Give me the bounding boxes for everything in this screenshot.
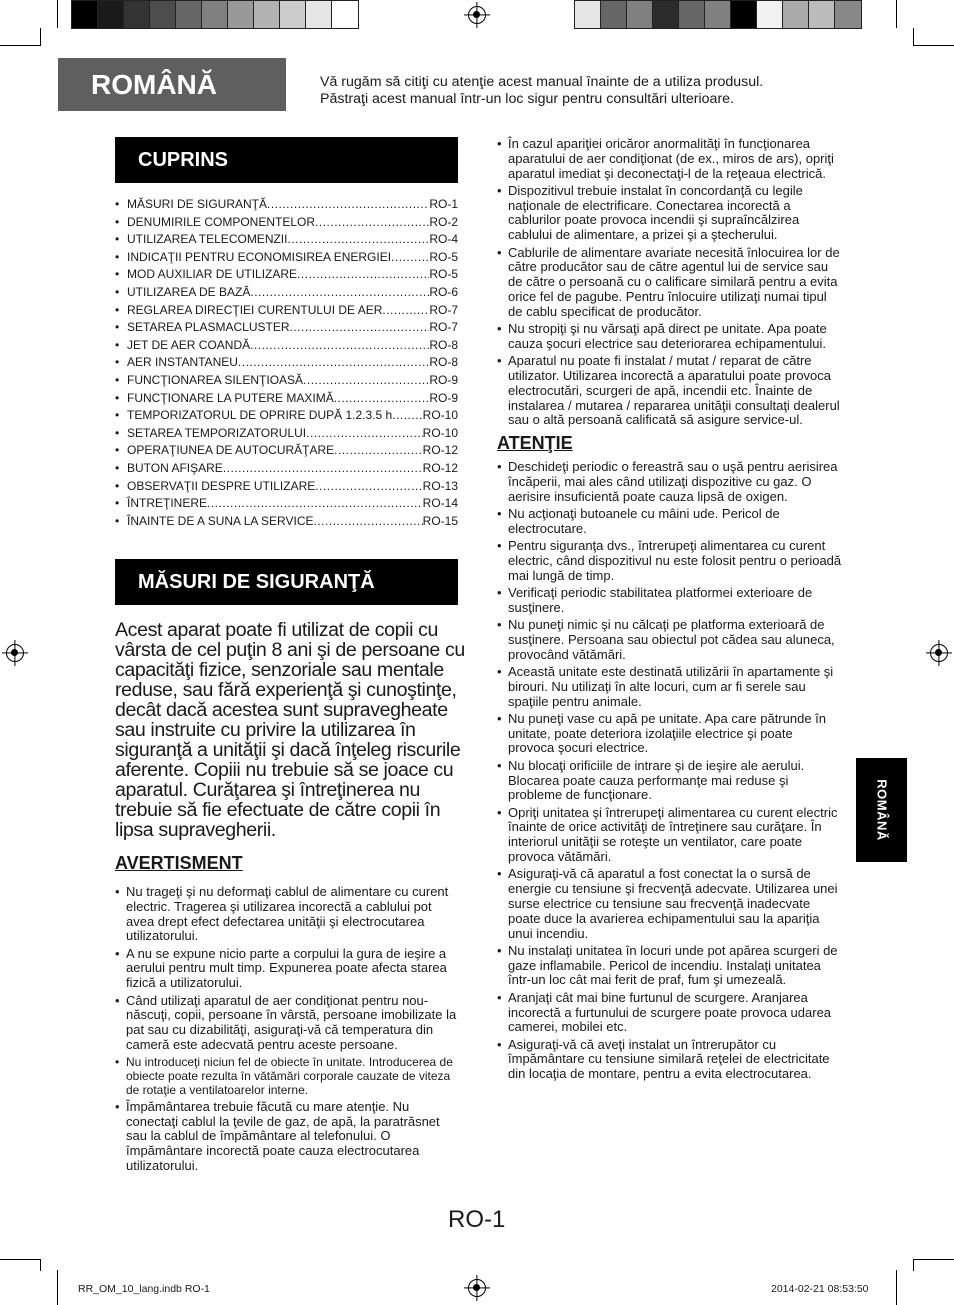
toc-entry[interactable] (115, 460, 458, 478)
toc-entry[interactable] (115, 319, 458, 337)
calibration-swatch (783, 1, 809, 28)
toc-leader (382, 302, 429, 320)
toc-page: RO-9 (429, 372, 458, 387)
toc-page: RO-9 (429, 390, 458, 405)
color-calibration-strip-right (574, 0, 862, 29)
toc-label: FUNCŢIONARE LA PUTERE MAXIMĂ (127, 390, 334, 405)
toc-label: OBSERVAŢII DESPRE UTILIZARE (127, 478, 316, 493)
toc-entry[interactable] (115, 407, 458, 425)
caution-title: ATENŢIE (497, 433, 573, 454)
toc-label: UTILIZAREA DE BAZĂ (127, 284, 251, 299)
bullet-item: • În cazul apariţiei oricăror anormalităţi în funcţionarea aparatului de aer condiţionat (de ex., miros de ars), opriţi aparatul imediat şi deconectaţi-l de la reţeaua electrică. (497, 137, 842, 181)
calibration-swatch (601, 1, 627, 28)
toc-entry[interactable] (115, 495, 458, 513)
toc-bullet: • (115, 320, 120, 335)
toc-leader (315, 214, 429, 232)
toc-entry[interactable] (115, 214, 458, 232)
toc-bullet: • (115, 337, 120, 352)
calibration-swatch (72, 1, 98, 28)
toc-bullet: • (115, 302, 120, 317)
toc-page: RO-13 (422, 478, 458, 493)
toc-entry[interactable] (115, 372, 458, 390)
toc-entry[interactable] (115, 390, 458, 408)
toc-page: RO-10 (422, 425, 458, 440)
calibration-swatch (228, 1, 254, 28)
calibration-swatch (98, 1, 124, 28)
toc-label: DENUMIRILE COMPONENTELOR (127, 214, 316, 229)
toc-leader (315, 478, 422, 496)
toc-page: RO-6 (429, 284, 458, 299)
calibration-swatch (835, 1, 861, 28)
bullet-item: • Opriţi unitatea şi întrerupeţi alimentarea cu curent electric înainte de orice activităţi de întreţinere sau curăţare. În interiorul unităţii se roteşte un ventilator, care poate provoca vătămări. (497, 806, 842, 865)
contents-heading (115, 137, 458, 183)
calibration-swatch (202, 1, 228, 28)
bullet-item: • Deschideţi periodic o fereastră sau o uşă pentru aerisirea încăperii, mai ales când utilizaţi dispozitive cu gaz. O aerisire insuficientă poate cauza lipsă de oxigen. (497, 460, 842, 504)
toc-bullet: • (115, 390, 120, 405)
calibration-swatch (124, 1, 150, 28)
toc-leader (297, 266, 429, 284)
bullet-item: • Pentru siguranţa dvs., întrerupeţi alimentarea cu curent electric, când dispozitivul nu este folosit pentru o perioadă mai lungă de timp. (497, 539, 842, 583)
toc-page: RO-8 (429, 355, 458, 370)
right-column (497, 137, 842, 1085)
toc-entry[interactable] (115, 302, 458, 320)
toc-page: RO-2 (429, 214, 458, 229)
safety-heading (115, 559, 458, 605)
toc-bullet: • (115, 460, 120, 475)
toc-bullet: • (115, 214, 120, 229)
toc-label: BUTON AFIŞARE (127, 460, 223, 475)
contents-title: CUPRINS (138, 148, 229, 171)
toc-leader (391, 249, 429, 267)
toc-leader (334, 442, 423, 460)
calibration-swatch (757, 1, 783, 28)
calibration-swatch (254, 1, 280, 28)
intro-line-1: Vă rugăm să citiţi cu atenţie acest manual înainte de a utiliza produsul. (320, 74, 764, 90)
calibration-swatch (653, 1, 679, 28)
calibration-swatch (306, 1, 332, 28)
toc-entry[interactable] (115, 249, 458, 267)
toc-page: RO-7 (429, 302, 458, 317)
warning-list (115, 885, 458, 1174)
calibration-swatch (627, 1, 653, 28)
toc-bullet: • (115, 478, 120, 493)
bullet-item: • Asiguraţi-vă că aveţi instalat un întrerupător cu împământare cu tensiune similară reţelei de electricitate din locaţia de montare, pentru a evita electrocutarea. (497, 1038, 842, 1082)
toc-leader (290, 319, 430, 337)
toc-label: UTILIZAREA TELECOMENZII (127, 232, 288, 247)
bullet-item: • Împământarea trebuie făcută cu mare atenţie. Nu conectaţi cablul la ţevile de gaz, de apă, la paratrăsnet sau la cablul de împământare al telefonului. O împământare incorectă poate cauza electrocutarea utilizatorului. (115, 1100, 458, 1174)
toc-page: RO-12 (422, 460, 458, 475)
toc-bullet: • (115, 513, 120, 528)
toc-leader (392, 407, 422, 425)
bullet-item: • Aparatul nu poate fi instalat / mutat / reparat de către utilizator. Utilizarea incorectă a aparatului poate provoca electrocutări, scurgeri de apă, incendii etc. Înainte de instalarea / mutarea / repararea unităţii consultaţi dealerul sau o altă persoană calificată să asigure service-ul. (497, 354, 842, 428)
toc-bullet: • (115, 355, 120, 370)
toc-bullet: • (115, 197, 120, 211)
toc-bullet: • (115, 372, 120, 387)
toc-bullet: • (115, 408, 120, 423)
bullet-item: • Când utilizaţi aparatul de aer condiţionat pentru nou-născuţi, copii, persoane în vârstă, persoane imobilizate la pat sau cu dizabilităţi, asiguraţi-vă că temperatura din cameră este adecvată pentru aceste persoane. (115, 994, 458, 1053)
toc-label: FUNCŢIONAREA SILENŢIOASĂ (127, 372, 304, 387)
toc-label: OPERAŢIUNEA DE AUTOCURĂŢARE (127, 443, 335, 458)
color-calibration-strip-left (71, 0, 359, 29)
bullet-item: • Nu puneţi vase cu apă pe unitate. Apa care pătrunde în unitate, poate deteriora izolaţiile electrice şi poate provoca şocuri electrice. (497, 712, 842, 756)
bullet-item: • Verificaţi periodic stabilitatea platformei exterioare de susţinere. (497, 586, 842, 616)
bullet-item: • Această unitate este destinată utilizării în apartamente şi birouri. Nu utilizaţi în alte locuri, cum ar fi serele sau spaţiile pentru animale. (497, 665, 842, 709)
toc-label: REGLAREA DIRECŢIEI CURENTULUI DE AER (127, 302, 383, 317)
language-title: ROMÂNĂ (58, 58, 286, 111)
toc-leader (238, 354, 429, 372)
toc-entry[interactable] (115, 442, 458, 460)
toc-entry[interactable] (115, 478, 458, 496)
toc-entry[interactable] (115, 196, 458, 214)
toc-bullet: • (115, 425, 120, 440)
bullet-item: • Nu introduceţi niciun fel de obiecte în unitate. Introducerea de obiecte poate rezulta în vătămări corporale cauzate de viteza de rotaţie a ventilatoarelor interne. (115, 1055, 458, 1097)
toc-label: AER INSTANTANEU (127, 355, 238, 370)
registration-mark-bottom-icon (468, 1279, 486, 1297)
registration-mark-left-icon (6, 644, 24, 662)
bullet-item: • Asiguraţi-vă că aparatul a fost conectat la o sursă de energie cu tensiune şi frecvenţă adecvate. Utilizarea unei surse electrice cu tensiune sau frecvenţă inadecvate poate duce la avarierea echipamentului sau la apariţia unui incendiu. (497, 867, 842, 941)
toc-bullet: • (115, 232, 120, 247)
bullet-item: • Dispozitivul trebuie instalat în concordanţă cu legile naţionale de electrificare. Conectarea incorectă a cablurilor poate provoca incendii şi supraîncălzirea cablului de alimentare, a prizei şi a ştecherului. (497, 184, 842, 243)
footer-file-info: RR_OM_10_lang.indb RO-1 (78, 1283, 210, 1295)
calibration-swatch (809, 1, 835, 28)
bullet-item: • A nu se expune nicio parte a corpului la gura de ieşire a aerului pentru mult timp. Expunerea poate afecta starea fizică a utilizatorului. (115, 947, 458, 991)
toc-bullet: • (115, 249, 120, 264)
toc-label: SETAREA PLASMACLUSTER (127, 320, 290, 335)
bullet-item: • Nu instalaţi unitatea în locuri unde pot apărea scurgeri de gaze inflamabile. Pericol de incendiu. Instalaţi unitatea într-un loc cât mai ferit de praf, fum şi umezeală. (497, 944, 842, 988)
calibration-swatch (176, 1, 202, 28)
safety-title: MĂSURI DE SIGURANŢĂ (138, 570, 375, 593)
toc-label: TEMPORIZATORUL DE OPRIRE DUPĂ 1.2.3.5 h (127, 408, 393, 423)
bullet-item: • Nu blocaţi orificiile de intrare şi de ieşire ale aerului. Blocarea poate cauza performanţe mai reduse şi probleme de funcţionare. (497, 759, 842, 803)
page-number: RO-1 (448, 1206, 506, 1233)
toc-leader (334, 390, 430, 408)
table-of-contents (115, 196, 458, 530)
safety-list-continued (497, 137, 842, 428)
toc-label: MOD AUXILIAR DE UTILIZARE (127, 267, 298, 282)
toc-bullet: • (115, 284, 120, 299)
registration-mark-right-icon (930, 644, 948, 662)
toc-entry[interactable] (115, 284, 458, 302)
bullet-item: • Cablurile de alimentare avariate necesită înlocuirea lor de către producător sau de către agentul lui de service sau de către o persoană cu o calificare similară pentru a evita orice fel de pagube. Pentru înlocuire utilizaţi numai tipul de cablu specificat de producător. (497, 246, 842, 320)
toc-page: RO-7 (429, 320, 458, 335)
toc-page: RO-5 (429, 249, 458, 264)
toc-bullet: • (115, 443, 120, 458)
toc-entry[interactable] (115, 337, 458, 355)
bullet-item: • Nu puneţi nimic şi nu călcaţi pe platforma exterioară de susţinere. Persoana sau obiectul pot cădea sau aluneca, provocând vătămări. (497, 618, 842, 662)
toc-entry[interactable] (115, 425, 458, 443)
footer-timestamp: 2014-02-21 08:53:50 (771, 1283, 869, 1295)
calibration-swatch (679, 1, 705, 28)
toc-page: RO-1 (429, 197, 458, 211)
toc-page: RO-4 (429, 232, 458, 247)
calibration-swatch (150, 1, 176, 28)
toc-entry[interactable] (115, 513, 458, 531)
bullet-item: • Nu acţionaţi butoanele cu mâini ude. Pericol de electrocutare. (497, 507, 842, 537)
toc-leader (250, 284, 429, 302)
calibration-swatch (332, 1, 358, 28)
bullet-item: • Nu stropiţi şi nu vărsaţi apă direct pe unitate. Apa poate cauza şocuri electrice sau deteriorarea echipamentului. (497, 322, 842, 352)
toc-label: SETAREA TEMPORIZATORULUI (127, 425, 307, 440)
toc-page: RO-15 (422, 513, 458, 528)
warning-title: AVERTISMENT (115, 853, 243, 873)
toc-leader (306, 425, 423, 443)
side-tab-label: ROMÂNĂ (874, 779, 889, 841)
toc-page: RO-8 (429, 337, 458, 352)
toc-leader (314, 513, 423, 531)
toc-leader (207, 495, 423, 513)
toc-leader (303, 372, 429, 390)
toc-leader (223, 460, 423, 478)
calibration-swatch (731, 1, 757, 28)
registration-mark-top-icon (468, 6, 486, 24)
toc-label: MĂSURI DE SIGURANŢĂ (127, 197, 268, 211)
toc-page: RO-14 (422, 496, 458, 511)
bullet-item: • Nu trageţi şi nu deformaţi cablul de alimentare cu curent electric. Tragerea şi utilizarea incorectă a cablului pot avea drept efect defectarea unităţii şi electrocutarea utilizatorului. (115, 885, 458, 944)
bullet-item: • Aranjaţi cât mai bine furtunul de scurgere. Aranjarea incorectă a furtunului de scurgere poate provoca udarea camerei, mobilei etc. (497, 991, 842, 1035)
toc-leader (250, 337, 429, 355)
toc-leader (267, 196, 429, 214)
toc-page: RO-10 (422, 408, 458, 423)
caution-list (497, 460, 842, 1082)
toc-entry[interactable] (115, 231, 458, 249)
calibration-swatch (280, 1, 306, 28)
toc-page: RO-12 (422, 443, 458, 458)
toc-page: RO-5 (429, 267, 458, 282)
toc-bullet: • (115, 496, 120, 511)
language-side-tab (856, 758, 907, 862)
calibration-swatch (705, 1, 731, 28)
safety-intro-paragraph: Acest aparat poate fi utilizat de copii cu vârsta de cel puţin 8 ani şi de persoane cu capacităţi fizice, senzoriale sau mentale reduse, sau fără experienţă şi cunoştinţe, decât dacă acestea sunt supravegheate sau instruite cu privire la utilizarea în siguranţă a unităţii şi dacă înţeleg riscurile aferente. Copiii nu trebuie să se joace cu aparatul. Curăţarea şi întreţinerea nu trebuie să fie efectuate de către copii în lipsa supravegherii. (115, 619, 465, 841)
toc-entry[interactable] (115, 266, 458, 284)
toc-label: ÎNTREŢINERE (127, 496, 208, 511)
calibration-swatch (575, 1, 601, 28)
toc-label: ÎNAINTE DE A SUNA LA SERVICE (127, 513, 314, 528)
intro-line-2: Păstraţi acest manual într-un loc sigur pentru consultări ulterioare. (320, 91, 735, 107)
toc-leader (287, 231, 429, 249)
intro-text (320, 74, 860, 108)
toc-bullet: • (115, 267, 120, 282)
toc-label: INDICAŢII PENTRU ECONOMISIREA ENERGIEI (127, 249, 392, 264)
toc-label: JET DE AER COANDĂ (127, 337, 251, 352)
toc-entry[interactable] (115, 354, 458, 372)
warning-section (115, 853, 458, 1176)
